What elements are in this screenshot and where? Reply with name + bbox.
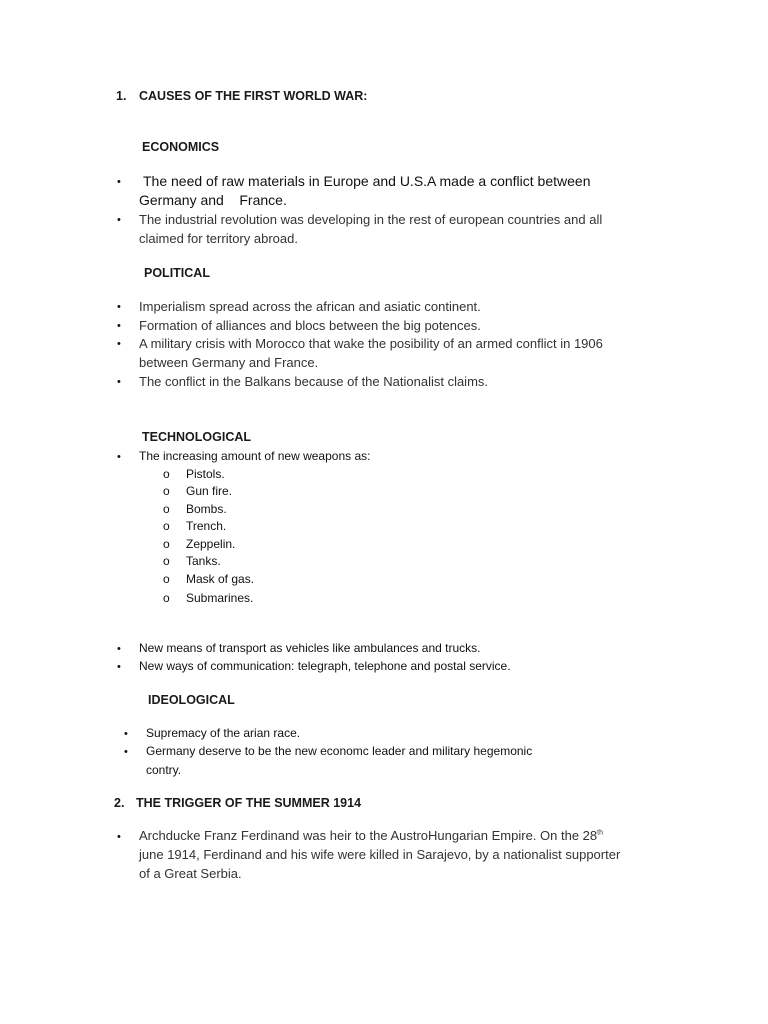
bullet: •	[117, 831, 121, 843]
ideological-bullet-1: Supremacy of the arian race.	[146, 726, 301, 740]
sub-bullet: o	[163, 554, 170, 568]
trigger-line-2: june 1914, Ferdinand and his wife were killed in Sarajevo, by a nationalist supporter	[139, 847, 621, 862]
bullet: •	[117, 451, 121, 463]
section-title-ideological: IDEOLOGICAL	[148, 693, 235, 707]
political-bullet-4: The conflict in the Balkans because of the Nationalist claims.	[139, 374, 489, 389]
economics-bullet-1-line-1: The need of raw materials in Europe and U.S.A made a conflict between	[143, 173, 591, 189]
trigger-line-1	[139, 828, 603, 843]
sub-bullet: o	[163, 591, 170, 605]
economics-bullet-1-line-2: Germany and France.	[139, 192, 287, 208]
weapon-item: Mask of gas.	[186, 572, 255, 586]
sub-bullet: o	[163, 537, 170, 551]
section-title-technological: TECHNOLOGICAL	[142, 430, 252, 444]
sub-bullet: o	[163, 502, 170, 516]
political-bullet-1: Imperialism spread across the african and asiatic continent.	[139, 299, 481, 314]
political-bullet-3-line-2: between Germany and France.	[139, 355, 319, 370]
bullet: •	[117, 301, 121, 313]
economics-bullet-2-line-1: The industrial revolution was developing in the rest of european countries and all	[139, 212, 603, 227]
bullet: •	[117, 643, 121, 655]
sub-bullet: o	[163, 519, 170, 533]
bullet: •	[117, 338, 121, 350]
bullet: •	[117, 176, 121, 188]
bullet: •	[124, 728, 128, 740]
economics-bullet-2-line-2: claimed for territory abroad.	[139, 231, 298, 246]
bullet: •	[124, 746, 128, 758]
ideological-bullet-2-line-1: Germany deserve to be the new economc leader and military hegemonic	[146, 744, 533, 758]
weapon-item: Gun fire.	[186, 484, 233, 498]
section-title-political: POLITICAL	[144, 266, 210, 280]
weapon-item: Trench.	[186, 519, 227, 533]
trigger-line-3: of a Great Serbia.	[139, 866, 242, 881]
technological-bullet-3: New ways of communication: telegraph, telephone and postal service.	[139, 659, 511, 673]
heading-2: THE TRIGGER OF THE SUMMER 1914	[136, 796, 362, 810]
political-bullet-2: Formation of alliances and blocs between the big potences.	[139, 318, 481, 333]
trigger-ordinal-suffix: th	[597, 829, 603, 837]
bullet: •	[117, 214, 121, 226]
sub-bullet: o	[163, 467, 170, 481]
sub-bullet: o	[163, 484, 170, 498]
technological-bullet-2: New means of transport as vehicles like ambulances and trucks.	[139, 641, 481, 655]
weapon-item: Submarines.	[186, 591, 254, 605]
weapon-item: Pistols.	[186, 467, 225, 481]
heading-1-number: 1.	[116, 89, 127, 103]
ideological-bullet-2-line-2: contry.	[146, 763, 182, 777]
heading-1: CAUSES OF THE FIRST WORLD WAR:	[139, 89, 368, 103]
political-bullet-3-line-1: A military crisis with Morocco that wake the posibility of an armed conflict in 1906	[139, 336, 603, 351]
trigger-line-1-text: Archducke Franz Ferdinand was heir to the AustroHungarian Empire. On the 28	[139, 828, 598, 843]
sub-bullet: o	[163, 572, 170, 586]
weapon-item: Bombs.	[186, 502, 227, 516]
weapon-item: Tanks.	[186, 554, 221, 568]
technological-bullet-1: The increasing amount of new weapons as:	[139, 449, 371, 463]
weapon-item: Zeppelin.	[186, 537, 236, 551]
bullet: •	[117, 661, 121, 673]
section-title-economics: ECONOMICS	[142, 140, 220, 154]
heading-2-number: 2.	[114, 796, 125, 810]
bullet: •	[117, 320, 121, 332]
bullet: •	[117, 376, 121, 388]
